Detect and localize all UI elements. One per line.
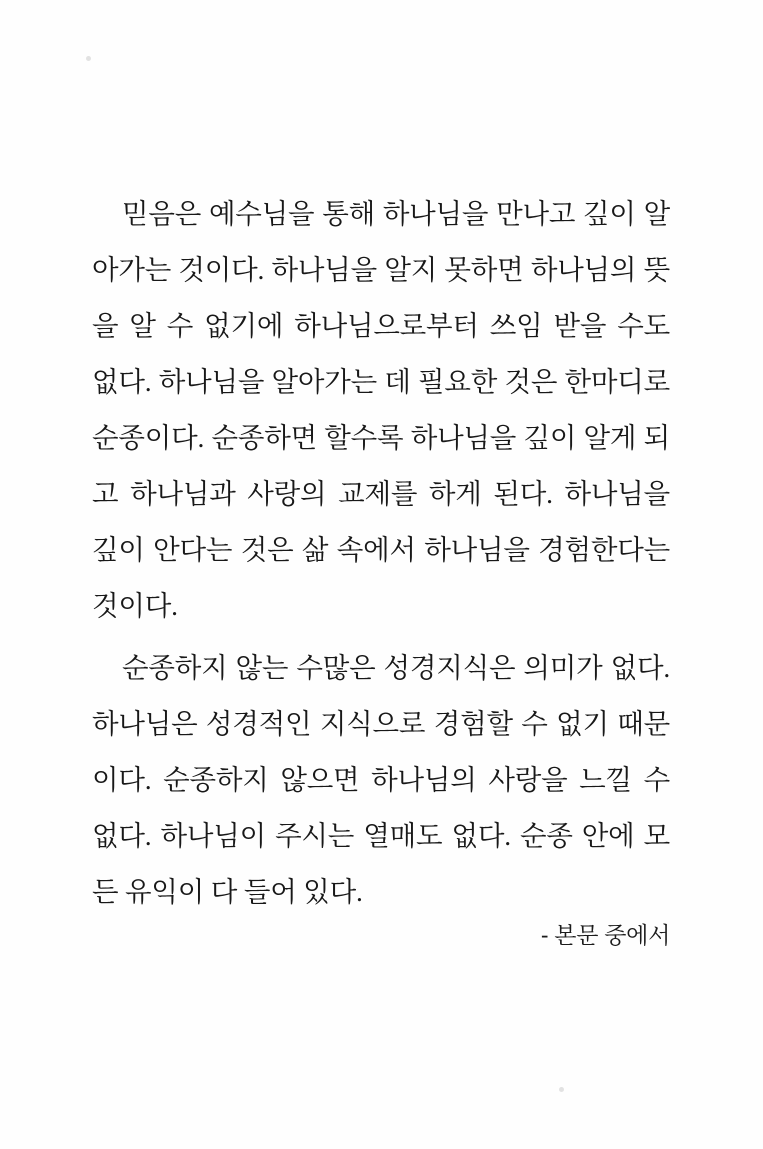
attribution-text: - 본문 중에서 — [540, 922, 670, 948]
paragraph-1 — [92, 186, 670, 634]
paragraph-1-text: 믿음은 예수님을 통해 하나님을 만나고 깊이 알아가는 것이다. 하나님을 알지 못하면 하나님의 뜻을 알 수 없기에 하나님으로부터 쓰임 받을 수도 없다. 하나님을 알아가는 데 필요한 것은 한마디로 순종이다. 순종하면 할수록 하나님을 깊이 알게 되고 하나님과 사랑의 교제를 하게 된다. 하나님을 깊이 안다는 것은 삶 속에서 하나님을 경험한다는 것이다. — [92, 198, 670, 621]
page-speck-bottom — [559, 1087, 564, 1092]
attribution-line — [92, 918, 670, 952]
paragraph-2-text: 순종하지 않는 수많은 성경지식은 의미가 없다. 하나님은 성경적인 지식으로 경험할 수 없기 때문이다. 순종하지 않으면 하나님의 사랑을 느낄 수 없다. 하나님이 주시는 열매도 없다. 순종 안에 모든 유익이 다 들어 있다. — [92, 652, 670, 907]
page-content — [92, 186, 670, 924]
page-speck-top — [86, 56, 91, 61]
paragraph-2 — [92, 640, 670, 920]
